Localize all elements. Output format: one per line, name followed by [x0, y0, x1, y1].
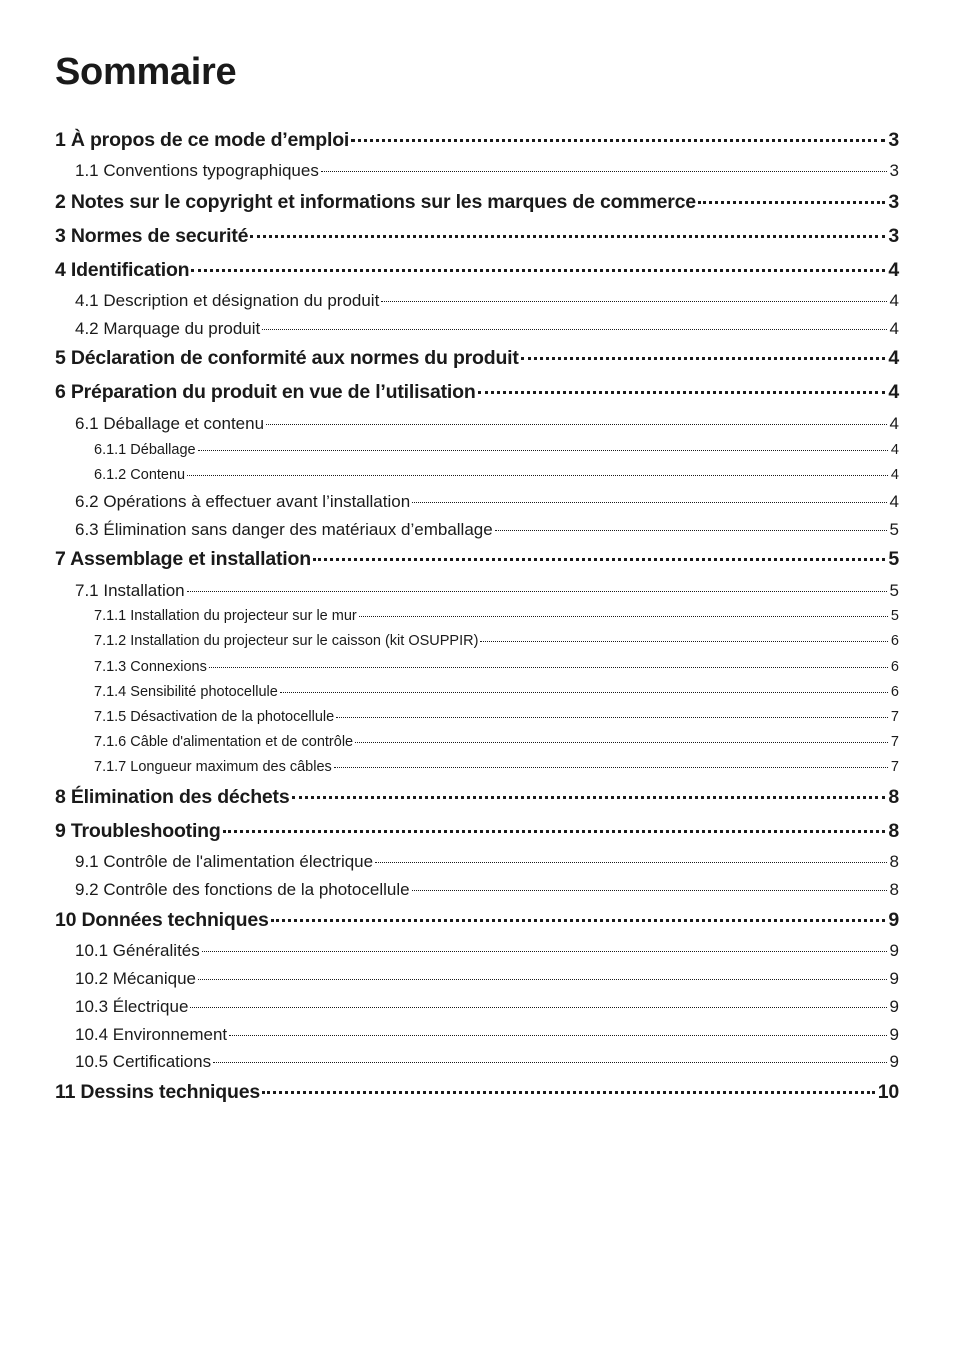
toc-entry-label: 2 Notes sur le copyright et informations sur les marques de commerce	[55, 190, 696, 213]
dot-leader	[375, 850, 886, 867]
dot-leader	[262, 1078, 875, 1098]
toc-entry-page-number: 6	[890, 683, 899, 700]
toc-entry-label: 9.2 Contrôle des fonctions de la photocellule	[75, 880, 410, 899]
toc-entry[interactable]	[75, 317, 899, 340]
toc-entry-label: 7.1.4 Sensibilité photocellule	[94, 683, 278, 700]
dot-leader	[262, 317, 886, 334]
toc-entry-label: 7.1 Installation	[75, 581, 185, 600]
toc-entry-label: 6.1.1 Déballage	[94, 441, 196, 458]
dot-leader	[412, 878, 887, 895]
toc-entry-label: 5 Déclaration de conformité aux normes du produit	[55, 346, 519, 369]
toc-entry[interactable]	[94, 605, 899, 626]
toc-entry-page-number: 9	[889, 997, 899, 1016]
toc-entry-label: 1 À propos de ce mode d’emploi	[55, 128, 350, 151]
dot-leader	[480, 630, 888, 645]
toc-entry[interactable]	[75, 289, 899, 312]
toc-entry-page-number: 3	[888, 128, 899, 151]
toc-entry[interactable]	[55, 545, 899, 572]
toc-entry[interactable]	[55, 783, 899, 810]
toc-entry-label: 1.1 Conventions typographiques	[75, 161, 319, 180]
dot-leader	[209, 656, 888, 671]
toc-entry-page-number: 3	[888, 190, 899, 213]
toc-entry-label: 4.2 Marquage du produit	[75, 319, 261, 338]
dot-leader	[292, 783, 886, 803]
dot-leader	[412, 490, 886, 507]
dot-leader	[250, 222, 885, 242]
toc-entry-label: 6 Préparation du produit en vue de l’utilisation	[55, 380, 476, 403]
dot-leader	[202, 939, 887, 956]
dot-leader	[355, 731, 888, 746]
table-of-contents	[55, 0, 899, 1354]
toc-entry-page-number: 5	[890, 607, 899, 624]
toc-entry-page-number: 4	[888, 346, 899, 369]
dot-leader	[198, 967, 887, 984]
toc-entry-page-number: 9	[889, 1052, 899, 1071]
toc-entry-label: 4.1 Description et désignation du produit	[75, 291, 380, 310]
dot-leader	[521, 344, 886, 364]
toc-entry[interactable]	[94, 756, 899, 777]
toc-entry-label: 9.1 Contrôle de l'alimentation électrique	[75, 852, 374, 871]
toc-entry[interactable]	[55, 222, 899, 249]
toc-entry-page-number: 9	[889, 1025, 899, 1044]
toc-entry[interactable]	[75, 490, 899, 513]
toc-entry-page-number: 3	[888, 224, 899, 247]
dot-leader	[495, 518, 887, 535]
toc-entry[interactable]	[75, 878, 899, 901]
toc-entry-page-number: 3	[889, 161, 899, 180]
toc-entry[interactable]	[55, 126, 899, 153]
dot-leader	[321, 159, 887, 176]
dot-leader	[698, 188, 885, 208]
toc-entry-page-number: 4	[888, 380, 899, 403]
toc-entry-page-number: 7	[890, 708, 899, 725]
dot-leader	[359, 605, 888, 620]
toc-entry-page-number: 4	[890, 466, 899, 483]
toc-entry-label: 10.2 Mécanique	[75, 969, 196, 988]
toc-entry-page-number: 4	[890, 441, 899, 458]
toc-entry[interactable]	[94, 706, 899, 727]
toc-entry-page-number: 8	[888, 785, 899, 808]
toc-entry[interactable]	[75, 1050, 899, 1073]
dot-leader	[223, 817, 886, 837]
dot-leader	[266, 412, 886, 429]
toc-entry-label: 10 Données techniques	[55, 908, 269, 931]
toc-entry[interactable]	[75, 412, 899, 435]
toc-entry-page-number: 9	[889, 969, 899, 988]
dot-leader	[478, 378, 886, 398]
toc-entry-page-number: 8	[889, 852, 899, 871]
toc-entry[interactable]	[94, 681, 899, 702]
toc-entry-page-number: 6	[890, 658, 899, 675]
toc-entry[interactable]	[75, 579, 899, 602]
toc-entry[interactable]	[55, 1078, 899, 1105]
dot-leader	[191, 256, 885, 276]
dot-leader	[187, 464, 888, 479]
toc-entry-page-number: 5	[889, 520, 899, 539]
toc-entry-label: 10.5 Certifications	[75, 1052, 212, 1071]
toc-entry-label: 7.1.6 Câble d'alimentation et de contrôle	[94, 733, 354, 750]
dot-leader	[280, 681, 888, 696]
toc-entry[interactable]	[75, 850, 899, 873]
page-title: Sommaire	[55, 51, 237, 93]
toc-entry[interactable]	[55, 378, 899, 405]
dot-leader	[229, 1023, 886, 1040]
toc-entry[interactable]	[75, 939, 899, 962]
toc-entry-label: 7.1.1 Installation du projecteur sur le mur	[94, 607, 357, 624]
toc-entry-label: 8 Élimination des déchets	[55, 785, 290, 808]
toc-entry-label: 10.4 Environnement	[75, 1025, 228, 1044]
dot-leader	[190, 995, 886, 1012]
toc-entry[interactable]	[75, 518, 899, 541]
toc-entry-page-number: 4	[889, 414, 899, 433]
toc-entry-label: 7.1.7 Longueur maximum des câbles	[94, 758, 332, 775]
toc-entry-page-number: 4	[889, 319, 899, 338]
toc-entry-page-number: 4	[889, 492, 899, 511]
toc-entry[interactable]	[55, 188, 899, 215]
toc-entry[interactable]	[55, 817, 899, 844]
toc-entry[interactable]	[94, 464, 899, 485]
toc-entry[interactable]	[55, 256, 899, 283]
toc-entry-page-number: 7	[890, 758, 899, 775]
toc-entry-label: 11 Dessins techniques	[55, 1080, 260, 1103]
toc-entry-page-number: 4	[889, 291, 899, 310]
toc-entry-page-number: 8	[889, 880, 899, 899]
toc-entry-label: 9 Troubleshooting	[55, 819, 221, 842]
toc-entry-page-number: 5	[888, 547, 899, 570]
dot-leader	[313, 545, 885, 565]
toc-entry-label: 7.1.2 Installation du projecteur sur le caisson (kit OSUPPIR)	[94, 632, 479, 649]
toc-entry-label: 4 Identification	[55, 258, 190, 281]
toc-entry-page-number: 4	[888, 258, 899, 281]
dot-leader	[336, 706, 888, 721]
toc-entry-label: 10.3 Électrique	[75, 997, 189, 1016]
toc-entry[interactable]	[94, 439, 899, 460]
toc-entry-page-number: 9	[889, 941, 899, 960]
toc-entry-label: 7 Assemblage et installation	[55, 547, 311, 570]
toc-entry[interactable]	[55, 906, 899, 933]
toc-entry-label: 6.2 Opérations à effectuer avant l’installation	[75, 492, 411, 511]
toc-entry-page-number: 8	[888, 819, 899, 842]
toc-entry[interactable]	[75, 967, 899, 990]
toc-entry-label: 3 Normes de securité	[55, 224, 249, 247]
toc-entry[interactable]	[55, 344, 899, 371]
toc-entry-label: 10.1 Généralités	[75, 941, 200, 960]
toc-entry[interactable]	[94, 656, 899, 677]
dot-leader	[213, 1050, 886, 1067]
dot-leader	[187, 579, 887, 596]
toc-entry-label: 6.1.2 Contenu	[94, 466, 186, 483]
dot-leader	[351, 126, 885, 146]
toc-entry[interactable]	[75, 995, 899, 1018]
toc-entry-page-number: 6	[890, 632, 899, 649]
toc-entry[interactable]	[75, 1023, 899, 1046]
toc-entry-label: 6.1 Déballage et contenu	[75, 414, 265, 433]
toc-entry-label: 7.1.5 Désactivation de la photocellule	[94, 708, 335, 725]
dot-leader	[271, 906, 886, 926]
toc-entry[interactable]	[75, 159, 899, 182]
dot-leader	[334, 756, 888, 771]
toc-entry[interactable]	[94, 630, 899, 651]
toc-entry[interactable]	[94, 731, 899, 752]
toc-entry-label: 7.1.3 Connexions	[94, 658, 207, 675]
dot-leader	[198, 439, 888, 454]
toc-entry-page-number: 5	[889, 581, 899, 600]
toc-entry-page-number: 10	[877, 1080, 899, 1103]
toc-entry-page-number: 9	[888, 908, 899, 931]
dot-leader	[381, 289, 886, 306]
toc-entry-label: 6.3 Élimination sans danger des matériaux d’emballage	[75, 520, 493, 539]
toc-entry-page-number: 7	[890, 733, 899, 750]
